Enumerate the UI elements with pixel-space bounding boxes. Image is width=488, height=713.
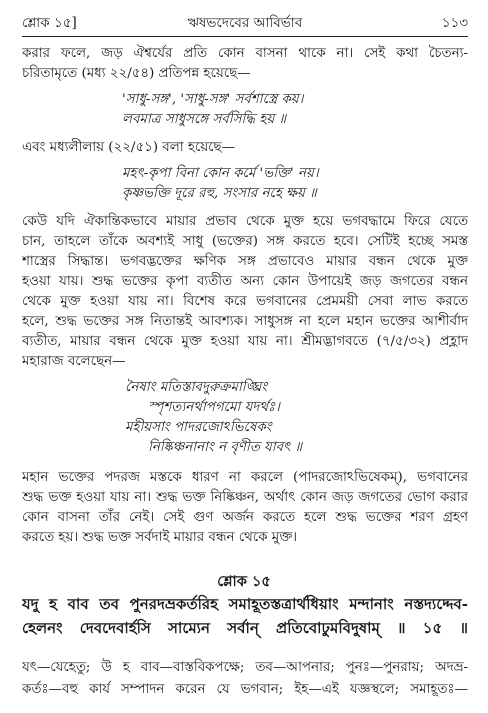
verse-line: মহীয়সাং পাদরজোঽভিষেকং	[125, 420, 272, 435]
paragraph-line: করতে হয়। শুদ্ধ ভক্ত সর্বদাই মায়ার বন্ধন থেকে মুক্ত।	[22, 530, 298, 545]
paragraph-line: হলে, শুদ্ধ ভক্তের সঙ্গ নিতান্তই আবশ্যক। সাধুসঙ্গ না হলে মহান ভক্তের আশীর্বাদ	[22, 314, 468, 329]
paragraph-line: হওয়া যায়। শুদ্ধ ভক্তের কৃপা ব্যতীত অন্য কোন উপায়েই জড় জগতের বন্ধন	[22, 274, 468, 289]
paragraph-line: ব্যতীত, মায়ার বন্ধন থেকে মুক্ত হওয়া যায় না। শ্রীমদ্ভাগবতে (৭/৫/৩২) প্রহ্লাদ	[22, 334, 468, 349]
paragraph-line: শুদ্ধ ভক্ত হওয়া যায় না। শুদ্ধ ভক্ত নিষ্কিঞ্চন, অর্থাৎ কোন জড় জগতের ভোগ করার	[22, 490, 468, 505]
verse-line: কৃষ্ণভক্তি দূরে রহু, সংসার নহে ক্ষয় ॥	[122, 186, 317, 201]
header-verse-number: শ্লোক ১৫]	[22, 15, 77, 31]
sloka-title: শ্লোক ১৫	[217, 573, 271, 590]
sloka-line: যদু হ বাব তব পুনরদভ্রকর্তরিহ সমাহূতস্তত্রার্থধিয়াং মন্দানাং নস্তদ্যদ্দেব-	[22, 595, 468, 613]
paragraph-line: চরিতামৃতে (মধ্য ২২/৫৪) প্রতিপন্ন হয়েছে—	[22, 66, 251, 81]
verse-line: নৈষাং মতিস্তাবদুরুক্রমাঙ্ঘ্রিং	[125, 380, 268, 395]
paragraph-line: কোন বাসনা তাঁর নেই। সেই গুণ অর্জন করতে হলে শুদ্ধ ভক্তের শরণ গ্রহণ	[22, 510, 468, 525]
verse-line: নিষ্কিঞ্চনানাং ন বৃণীত যাবৎ ॥	[148, 440, 303, 455]
header-page-number: ১১৩	[441, 15, 468, 31]
header-divider	[22, 36, 468, 37]
synonyms-line: কর্তঃ—বহু কার্য সম্পাদন করেন যে ভগবান; ইহ—এই যজ্ঞস্থলে; সমাহূতঃ—	[22, 682, 468, 697]
paragraph-line: এবং মধ্যলীলায় (২২/৫১) বলা হয়েছে—	[22, 140, 236, 155]
paragraph-line: মহারাজ বলেছেন—	[22, 354, 126, 369]
synonyms-line: যৎ—যেহেতু; উ হ বাব—বাস্তবিকপক্ষে; তব—আপনার; পুনঃ—পুনরায়; অদভ্র-	[22, 660, 468, 675]
paragraph-line: শাস্ত্রের সিদ্ধান্ত। ভগবদ্ভক্তের ক্ষণিক সঙ্গ প্রভাবেও মায়ার বন্ধন থেকে মুক্ত	[22, 254, 468, 269]
sloka-line: হেলনং দেবদেবার্হসি সাম্যেন সর্বান্ প্রতিবোঢুমবিদুষাম্ ॥ ১৫ ॥	[22, 619, 468, 637]
verse-line: মহৎ-কৃপা বিনা কোন কর্মে 'ভক্তি' নয়।	[122, 166, 319, 181]
paragraph-line: মহান ভক্তের পদরজ মস্তকে ধারণ না করলে (পাদরজোঽভিষেকম্), ভগবানের	[22, 470, 468, 485]
paragraph-line: করার ফলে, জড় ঐশ্বর্যের প্রতি কোন বাসনা থাকে না। সেই কথা চৈতন্য-	[22, 46, 468, 61]
header-chapter-title: ঋষভদেবের আবির্ভাব	[187, 15, 303, 31]
paragraph-line: কেউ যদি ঐকান্তিকভাবে মায়ার প্রভাব থেকে মুক্ত হয়ে ভগবদ্ধামে ফিরে যেতে	[22, 214, 468, 229]
paragraph-line: চান, তাহলে তাঁকে অবশ্যই সাধু (ভক্তের) সঙ্গ করতে হবে। সেটিই হচ্ছে সমস্ত	[22, 234, 468, 249]
verse-line: লবমাত্র সাধুসঙ্গে সর্বসিদ্ধি হয় ॥	[122, 112, 287, 127]
paragraph-line: থেকে মুক্ত হওয়া যায় না। বিশেষ করে ভগবানের প্রেমময়ী সেবা লাভ করতে	[22, 294, 468, 309]
running-header	[22, 12, 468, 34]
verse-line: স্পৃশত্যনর্থাপগমো যদর্থঃ।	[148, 400, 280, 415]
verse-line: 'সাধু-সঙ্গ', 'সাধু-সঙ্গ' সর্বশাস্ত্রে কয়।	[122, 92, 304, 107]
